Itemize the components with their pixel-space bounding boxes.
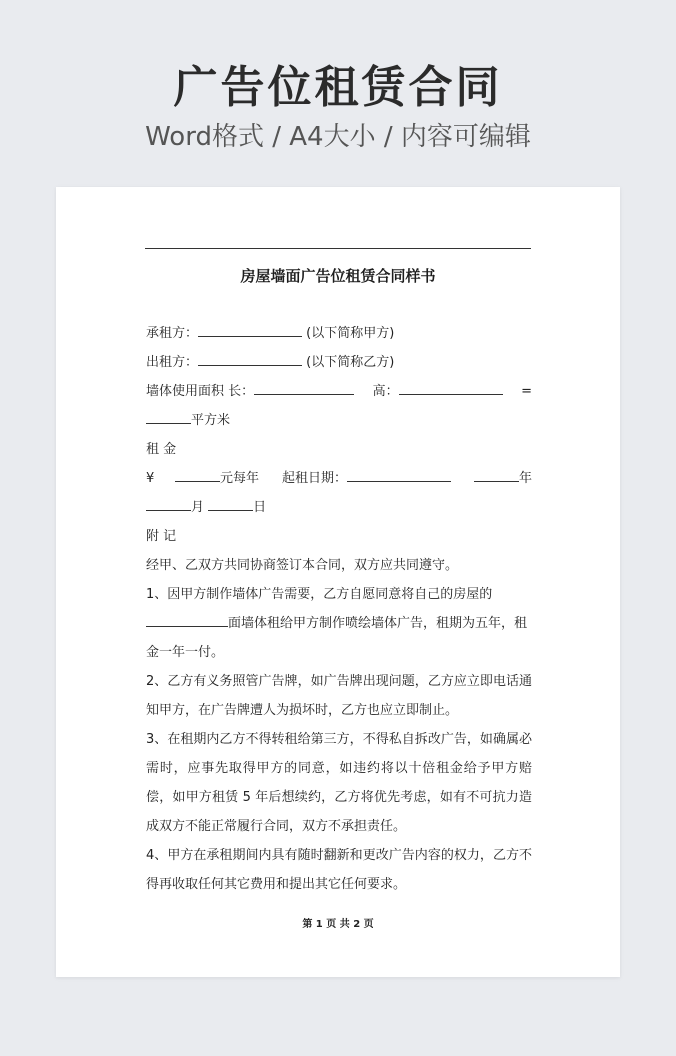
- rent-heading: 租 金: [146, 442, 177, 457]
- area-label: 墙体使用面积 长：: [146, 384, 255, 399]
- lessor-line: [146, 319, 532, 348]
- per-year-label: 元每年: [219, 471, 259, 486]
- year-blank: [474, 467, 519, 482]
- day-label: 日: [253, 500, 267, 515]
- document-heading: 房屋墙面广告位租赁合同样书: [240, 267, 436, 285]
- equals-sign: =: [521, 384, 532, 399]
- page-footer: 第 1 页 共 2 页: [302, 919, 374, 930]
- area-line: [146, 377, 532, 406]
- year-label: 年: [518, 471, 532, 486]
- clause-3: 3、在租期内乙方不得转租给第三方，不得私自拆改广告，如确属必需时，应事先取得甲方的同意，如违约将以十倍租金给予甲方赔偿，如甲方租赁 5 年后想续约，乙方将优先考虑，如有不可抗力造成双方不能正常履行合同，双方不承担责任。: [146, 732, 532, 834]
- clause-1-line-3: 金一年一付。: [146, 645, 225, 660]
- height-blank: [399, 380, 503, 395]
- start-date-label: 起租日期：: [281, 471, 347, 486]
- document-page: [56, 187, 620, 977]
- yen-symbol: ¥: [146, 471, 155, 486]
- lessor-note: (以下简称甲方): [306, 326, 395, 341]
- rent-blank: [175, 467, 220, 482]
- clause-1-line-2: [146, 609, 532, 638]
- lessee-note: (以下简称乙方): [306, 355, 395, 370]
- area-unit-line: [146, 406, 532, 435]
- month-blank: [146, 496, 191, 511]
- length-blank: [254, 380, 354, 395]
- clause-1-line-2-text: 面墙体租给甲方制作喷绘墙体广告，租期为五年，租: [228, 616, 528, 631]
- lessee-line: [146, 348, 532, 377]
- lessor-label: 承租方：: [146, 326, 199, 341]
- wall-blank: [146, 612, 228, 627]
- height-label: 高：: [372, 384, 399, 399]
- area-blank: [146, 409, 191, 424]
- top-divider: [145, 248, 531, 249]
- area-unit: 平方米: [191, 413, 231, 428]
- document-body: [146, 319, 532, 899]
- appendix-heading: 附 记: [146, 529, 177, 544]
- banner-subtitle: Word格式 / A4大小 / 内容可编辑: [145, 122, 531, 152]
- lessee-blank: [198, 351, 302, 366]
- lessee-label: 出租方：: [146, 355, 199, 370]
- month-label: 月: [191, 500, 205, 515]
- clause-2: 2、乙方有义务照管广告牌，如广告牌出现问题，乙方应立即电话通知甲方，在广告牌遭人为损坏时，乙方也应立即制止。: [146, 674, 532, 718]
- day-blank: [208, 496, 253, 511]
- lessor-blank: [198, 322, 302, 337]
- intro-paragraph: 经甲、乙双方共同协商签订本合同，双方应共同遵守。: [146, 558, 459, 573]
- clause-4: 4、甲方在承租期间内具有随时翻新和更改广告内容的权力，乙方不得再收取任何其它费用和提出其它任何要求。: [146, 848, 532, 892]
- clause-1-line-1: 1、因甲方制作墙体广告需要，乙方自愿同意将自己的房屋的: [146, 587, 493, 602]
- banner-title: 广告位租赁合同: [173, 62, 503, 113]
- start-date-blank: [347, 467, 451, 482]
- rent-line: [146, 464, 532, 493]
- date-line: [146, 493, 532, 522]
